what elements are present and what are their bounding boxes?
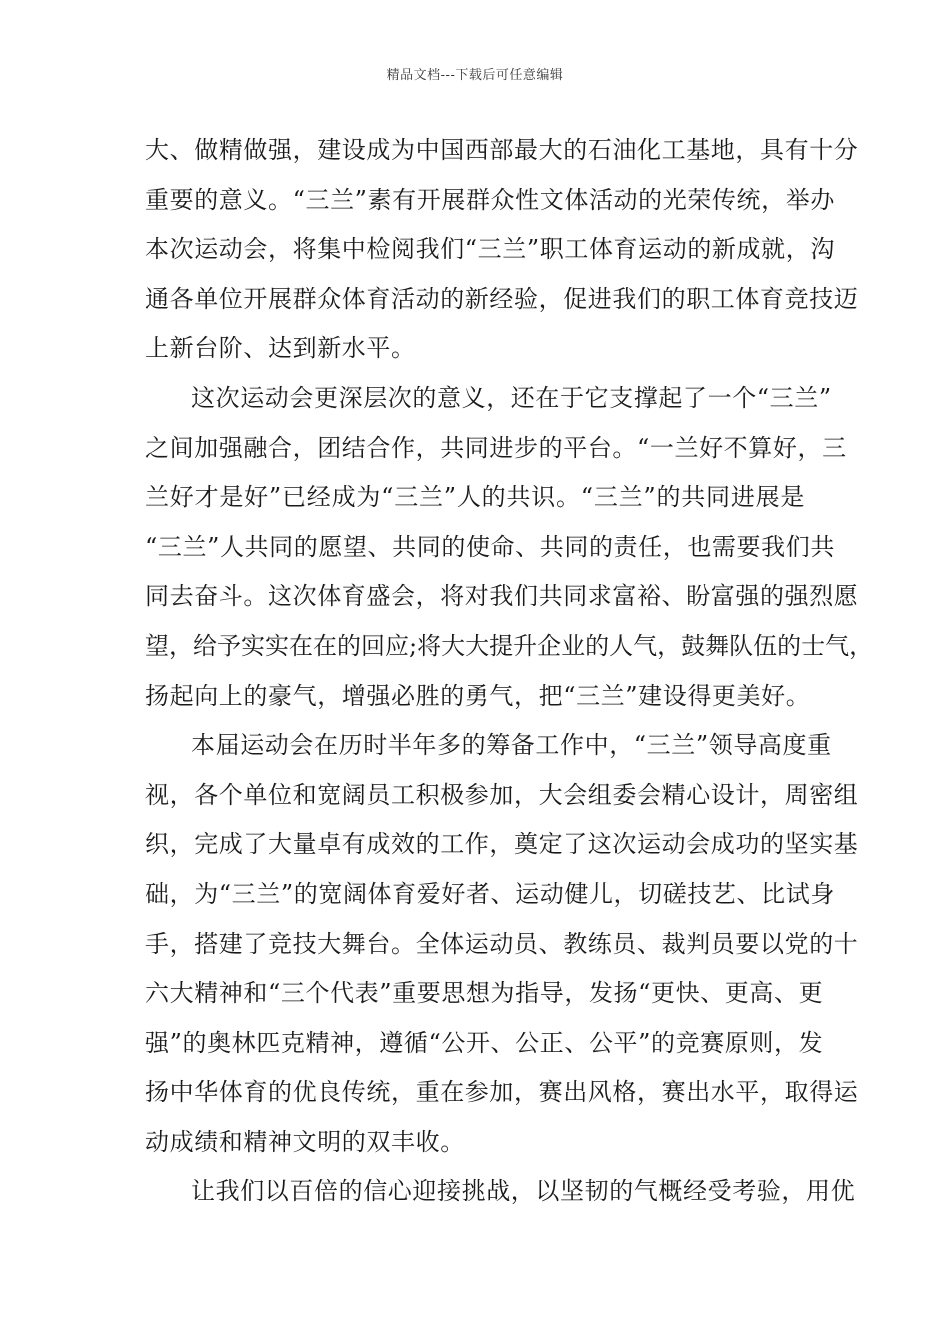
text-line: 础，为“三兰”的宽阔体育爱好者、运动健儿，切磋技艺、比试身 [145, 879, 835, 908]
text-line: 重要的意义。“三兰”素有开展群众性文体活动的光荣传统，举办 [145, 185, 835, 214]
text-line: 同去奋斗。这次体育盛会，将对我们共同求富裕、盼富强的强烈愿 [145, 582, 859, 611]
text-line: 扬起向上的豪气，增强必胜的勇气，把“三兰”建设得更美好。 [145, 681, 811, 710]
page-header: 精品文档---下载后可任意编辑 [386, 68, 564, 83]
text-line: 六大精神和“三个代表”重要思想为指导，发扬“更快、更高、更 [145, 979, 824, 1008]
text-line: 通各单位开展群众体育活动的新经验，促进我们的职工体育竞技迈 [145, 284, 859, 313]
text-line: 上新台阶、达到新水平。 [145, 334, 416, 363]
text-line: 本次运动会，将集中检阅我们“三兰”职工体育运动的新成就，沟 [145, 235, 835, 264]
text-line: 视，各个单位和宽阔员工积极参加，大会组委会精心设计，周密组 [145, 780, 859, 809]
text-line: 织，完成了大量卓有成效的工作，奠定了这次运动会成功的坚实基 [145, 830, 859, 859]
paragraph-start-line: 本届运动会在历时半年多的筹备工作中，“三兰”领导高度重 [191, 731, 832, 760]
paragraph-start-line: 让我们以百倍的信心迎接挑战，以坚韧的气概经受考验，用优 [191, 1177, 856, 1206]
paragraph-start-line: 这次运动会更深层次的意义，还在于它支撑起了一个“三兰” [191, 383, 832, 412]
text-line: 扬中华体育的优良传统，重在参加，赛出风格，赛出水平，取得运 [145, 1078, 859, 1107]
text-line: “三兰”人共同的愿望、共同的使命、共同的责任，也需要我们共 [145, 532, 835, 561]
text-line: 望，给予实实在在的回应;将大大提升企业的人气，鼓舞队伍的士气， [145, 631, 874, 660]
text-line: 之间加强融合，团结合作，共同进步的平台。“一兰好不算好，三 [145, 433, 847, 462]
text-line: 兰好才是好”已经成为“三兰”人的共识。“三兰”的共同进展是 [145, 483, 805, 512]
text-line: 强”的奥林匹克精神，遵循“公开、公正、公平”的竞赛原则，发 [145, 1028, 824, 1057]
body-text [145, 126, 874, 1217]
text-line: 大、做精做强，建设成为中国西部最大的石油化工基地，具有十分 [145, 136, 859, 164]
text-line: 手，搭建了竞技大舞台。全体运动员、教练员、裁判员要以党的十 [145, 929, 859, 958]
text-line: 动成绩和精神文明的双丰收。 [145, 1127, 465, 1156]
